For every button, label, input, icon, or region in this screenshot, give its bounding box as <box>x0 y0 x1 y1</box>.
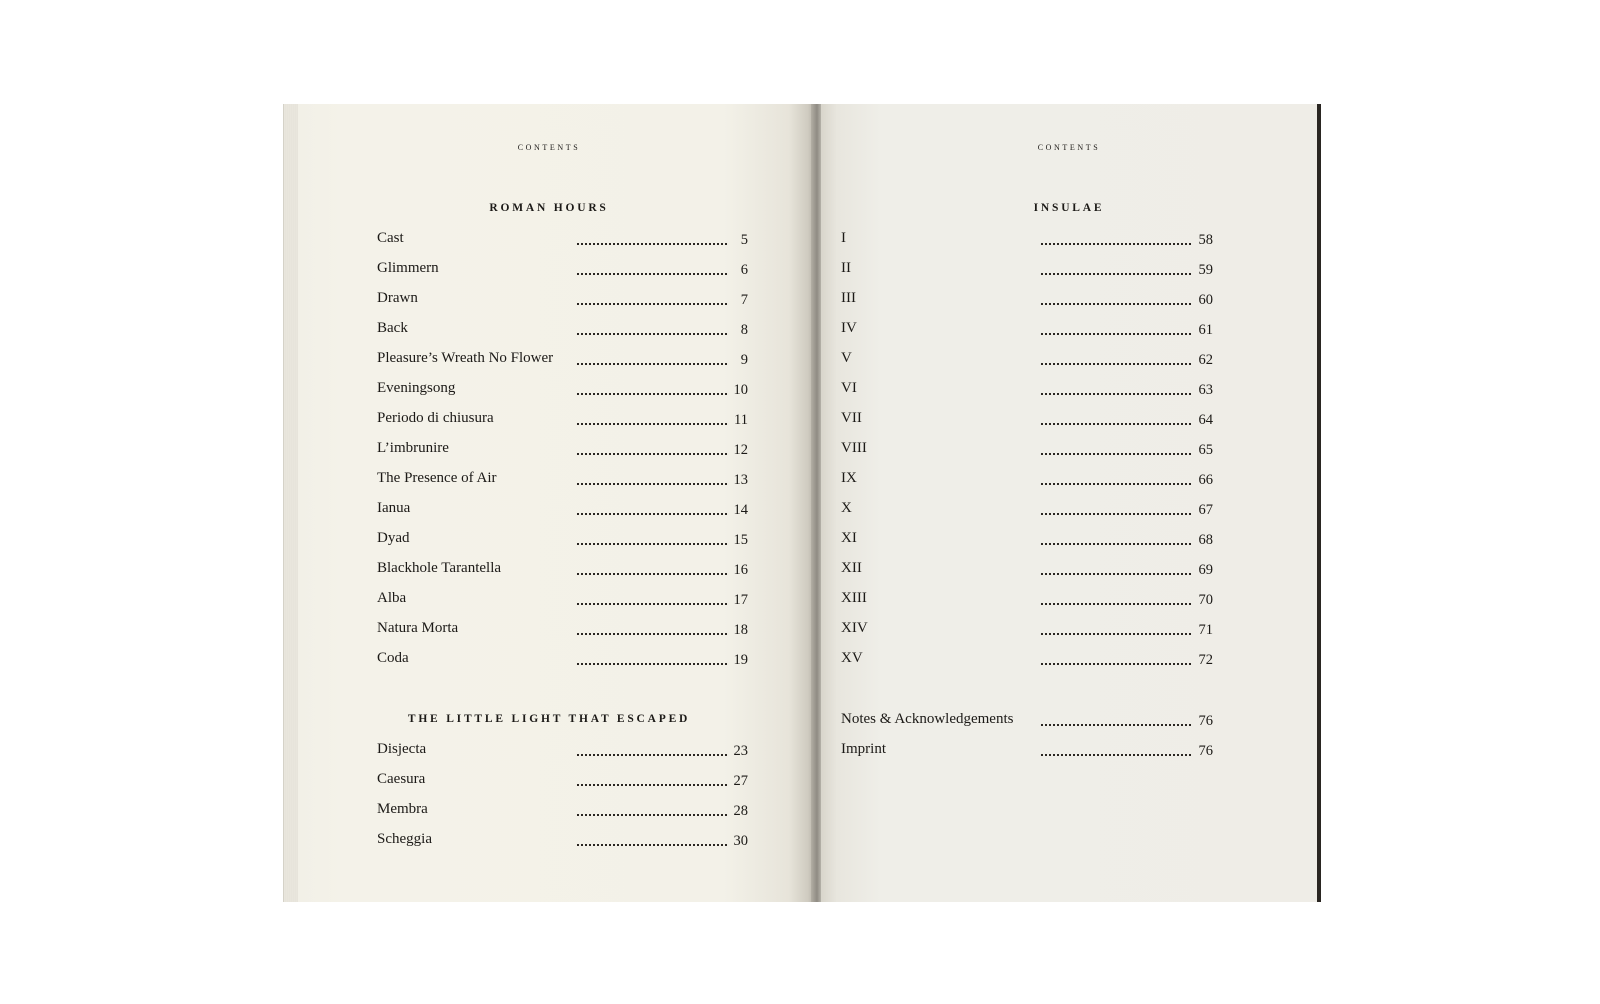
toc-entry-page-number: 19 <box>733 652 748 668</box>
toc-entry-page-number: 11 <box>734 412 748 428</box>
dot-leader <box>577 223 727 245</box>
toc-entry-page-number: 62 <box>1198 352 1213 368</box>
toc-entry-title: X <box>841 500 852 516</box>
toc-entry-title: VI <box>841 380 857 396</box>
toc-entry-title: Coda <box>377 650 409 666</box>
toc-entry-page-number: 65 <box>1198 442 1213 458</box>
toc-entry-title: XI <box>841 530 857 546</box>
dot-leader <box>577 493 727 515</box>
dot-leader <box>577 583 727 605</box>
toc-entry-page-number: 15 <box>733 532 748 548</box>
left-page <box>283 104 814 902</box>
dot-leader <box>1041 643 1191 665</box>
toc-entry-page-number: 63 <box>1198 382 1213 398</box>
running-head: contents <box>517 141 581 153</box>
dot-leader <box>577 553 727 575</box>
dot-leader <box>577 403 727 425</box>
toc-entry-page-number: 28 <box>733 803 748 819</box>
dot-leader <box>577 283 727 305</box>
toc-entry-title: Periodo di chiusura <box>377 410 494 426</box>
dot-leader <box>1041 343 1191 365</box>
dot-leader <box>1041 223 1191 245</box>
dot-leader <box>577 643 727 665</box>
toc-entry-page-number: 8 <box>740 322 748 338</box>
section-heading: INSULAE <box>1033 202 1105 214</box>
toc-entry-title: Drawn <box>377 290 418 306</box>
dot-leader <box>577 734 727 756</box>
toc-entry-page-number: 30 <box>733 833 748 849</box>
dot-leader <box>1041 493 1191 515</box>
toc-entry-title: XIV <box>841 620 868 636</box>
toc-entry <box>841 739 1213 769</box>
toc-entry-title: Pleasure’s Wreath No Flower <box>377 350 554 366</box>
toc-entry-title: Ianua <box>377 500 411 516</box>
toc-entry-title: XII <box>841 560 862 576</box>
toc-entry <box>377 648 748 678</box>
toc-entry-page-number: 14 <box>733 502 748 518</box>
dot-leader <box>1041 704 1191 726</box>
toc-entry-title: Caesura <box>377 771 426 787</box>
dot-leader <box>577 794 727 816</box>
toc-entry-page-number: 6 <box>740 262 748 278</box>
toc-entry-title: III <box>841 290 856 306</box>
toc-entry-page-number: 18 <box>733 622 748 638</box>
dot-leader <box>577 463 727 485</box>
dot-leader <box>577 343 727 365</box>
toc-entry-title: IV <box>841 320 857 336</box>
dot-leader <box>577 433 727 455</box>
toc-entry-page-number: 5 <box>740 232 748 248</box>
toc-entry-page-number: 16 <box>733 562 748 578</box>
dot-leader <box>577 613 727 635</box>
dot-leader <box>1041 283 1191 305</box>
toc-entry-page-number: 7 <box>740 292 748 308</box>
toc-entry-page-number: 61 <box>1198 322 1213 338</box>
toc-entry-page-number: 72 <box>1198 652 1213 668</box>
dot-leader <box>1041 373 1191 395</box>
dot-leader <box>1041 313 1191 335</box>
dot-leader <box>577 253 727 275</box>
toc-entry-page-number: 68 <box>1198 532 1213 548</box>
toc-entry-title: Alba <box>377 590 407 606</box>
toc-entry-page-number: 71 <box>1198 622 1213 638</box>
dot-leader <box>1041 553 1191 575</box>
toc-entry-title: I <box>841 230 846 246</box>
toc-entry-title: L’imbrunire <box>377 440 449 456</box>
toc-entry-title: IX <box>841 470 857 486</box>
right-page <box>821 104 1321 902</box>
dot-leader <box>1041 253 1191 275</box>
toc-entry-page-number: 60 <box>1198 292 1213 308</box>
toc-entry-title: Blackhole Tarantella <box>377 560 502 576</box>
toc-entry-title: V <box>841 350 852 366</box>
toc-entry <box>841 648 1213 678</box>
toc-entry-title: XIII <box>841 590 867 606</box>
toc-entry-title: VIII <box>841 440 867 456</box>
dot-leader <box>577 824 727 846</box>
dot-leader <box>577 523 727 545</box>
toc-entry-page-number: 9 <box>740 352 748 368</box>
dot-leader <box>1041 613 1191 635</box>
toc-entry-page-number: 76 <box>1198 743 1213 759</box>
toc-entry-title: Membra <box>377 801 428 817</box>
toc-entry-title: XV <box>841 650 863 666</box>
toc-entry-page-number: 23 <box>733 743 748 759</box>
dot-leader <box>577 373 727 395</box>
dot-leader <box>1041 523 1191 545</box>
dot-leader <box>1041 403 1191 425</box>
open-book <box>283 104 1323 904</box>
toc-entry-page-number: 69 <box>1198 562 1213 578</box>
toc-entry-page-number: 17 <box>733 592 748 608</box>
toc-entry-page-number: 70 <box>1198 592 1213 608</box>
toc-entry-title: Eveningsong <box>377 380 456 396</box>
toc-entry-title: Glimmern <box>377 260 439 276</box>
toc-entry-title: Natura Morta <box>377 620 459 636</box>
toc-entry-title: VII <box>841 410 862 426</box>
dot-leader <box>577 764 727 786</box>
toc-entry-page-number: 67 <box>1198 502 1213 518</box>
toc-entry-page-number: 59 <box>1198 262 1213 278</box>
dot-leader <box>577 313 727 335</box>
toc-entry-page-number: 64 <box>1198 412 1213 428</box>
toc-entry-page-number: 10 <box>733 382 748 398</box>
toc-entry <box>377 829 748 859</box>
toc-entry-title: Cast <box>377 230 404 246</box>
dot-leader <box>1041 583 1191 605</box>
section-heading: ROMAN HOURS <box>489 202 609 214</box>
toc-entry-page-number: 66 <box>1198 472 1213 488</box>
toc-entry-title: Dyad <box>377 530 410 546</box>
toc-entry-page-number: 12 <box>733 442 748 458</box>
running-head: contents <box>1037 141 1101 153</box>
toc-entry-page-number: 27 <box>733 773 748 789</box>
dot-leader <box>1041 463 1191 485</box>
toc-entry-title: Scheggia <box>377 831 432 847</box>
toc-entry-page-number: 76 <box>1198 713 1213 729</box>
dot-leader <box>1041 734 1191 756</box>
toc-entry-title: The Presence of Air <box>377 470 497 486</box>
section-heading: THE LITTLE LIGHT THAT ESCAPED <box>407 713 691 725</box>
toc-entry-title: II <box>841 260 851 276</box>
toc-entry-title: Back <box>377 320 408 336</box>
toc-entry-page-number: 58 <box>1198 232 1213 248</box>
dot-leader <box>1041 433 1191 455</box>
toc-entry-title: Disjecta <box>377 741 427 757</box>
toc-entry-title: Notes & Acknowledgements <box>841 711 1014 727</box>
toc-entry-page-number: 13 <box>733 472 748 488</box>
toc-entry-title: Imprint <box>841 741 886 757</box>
